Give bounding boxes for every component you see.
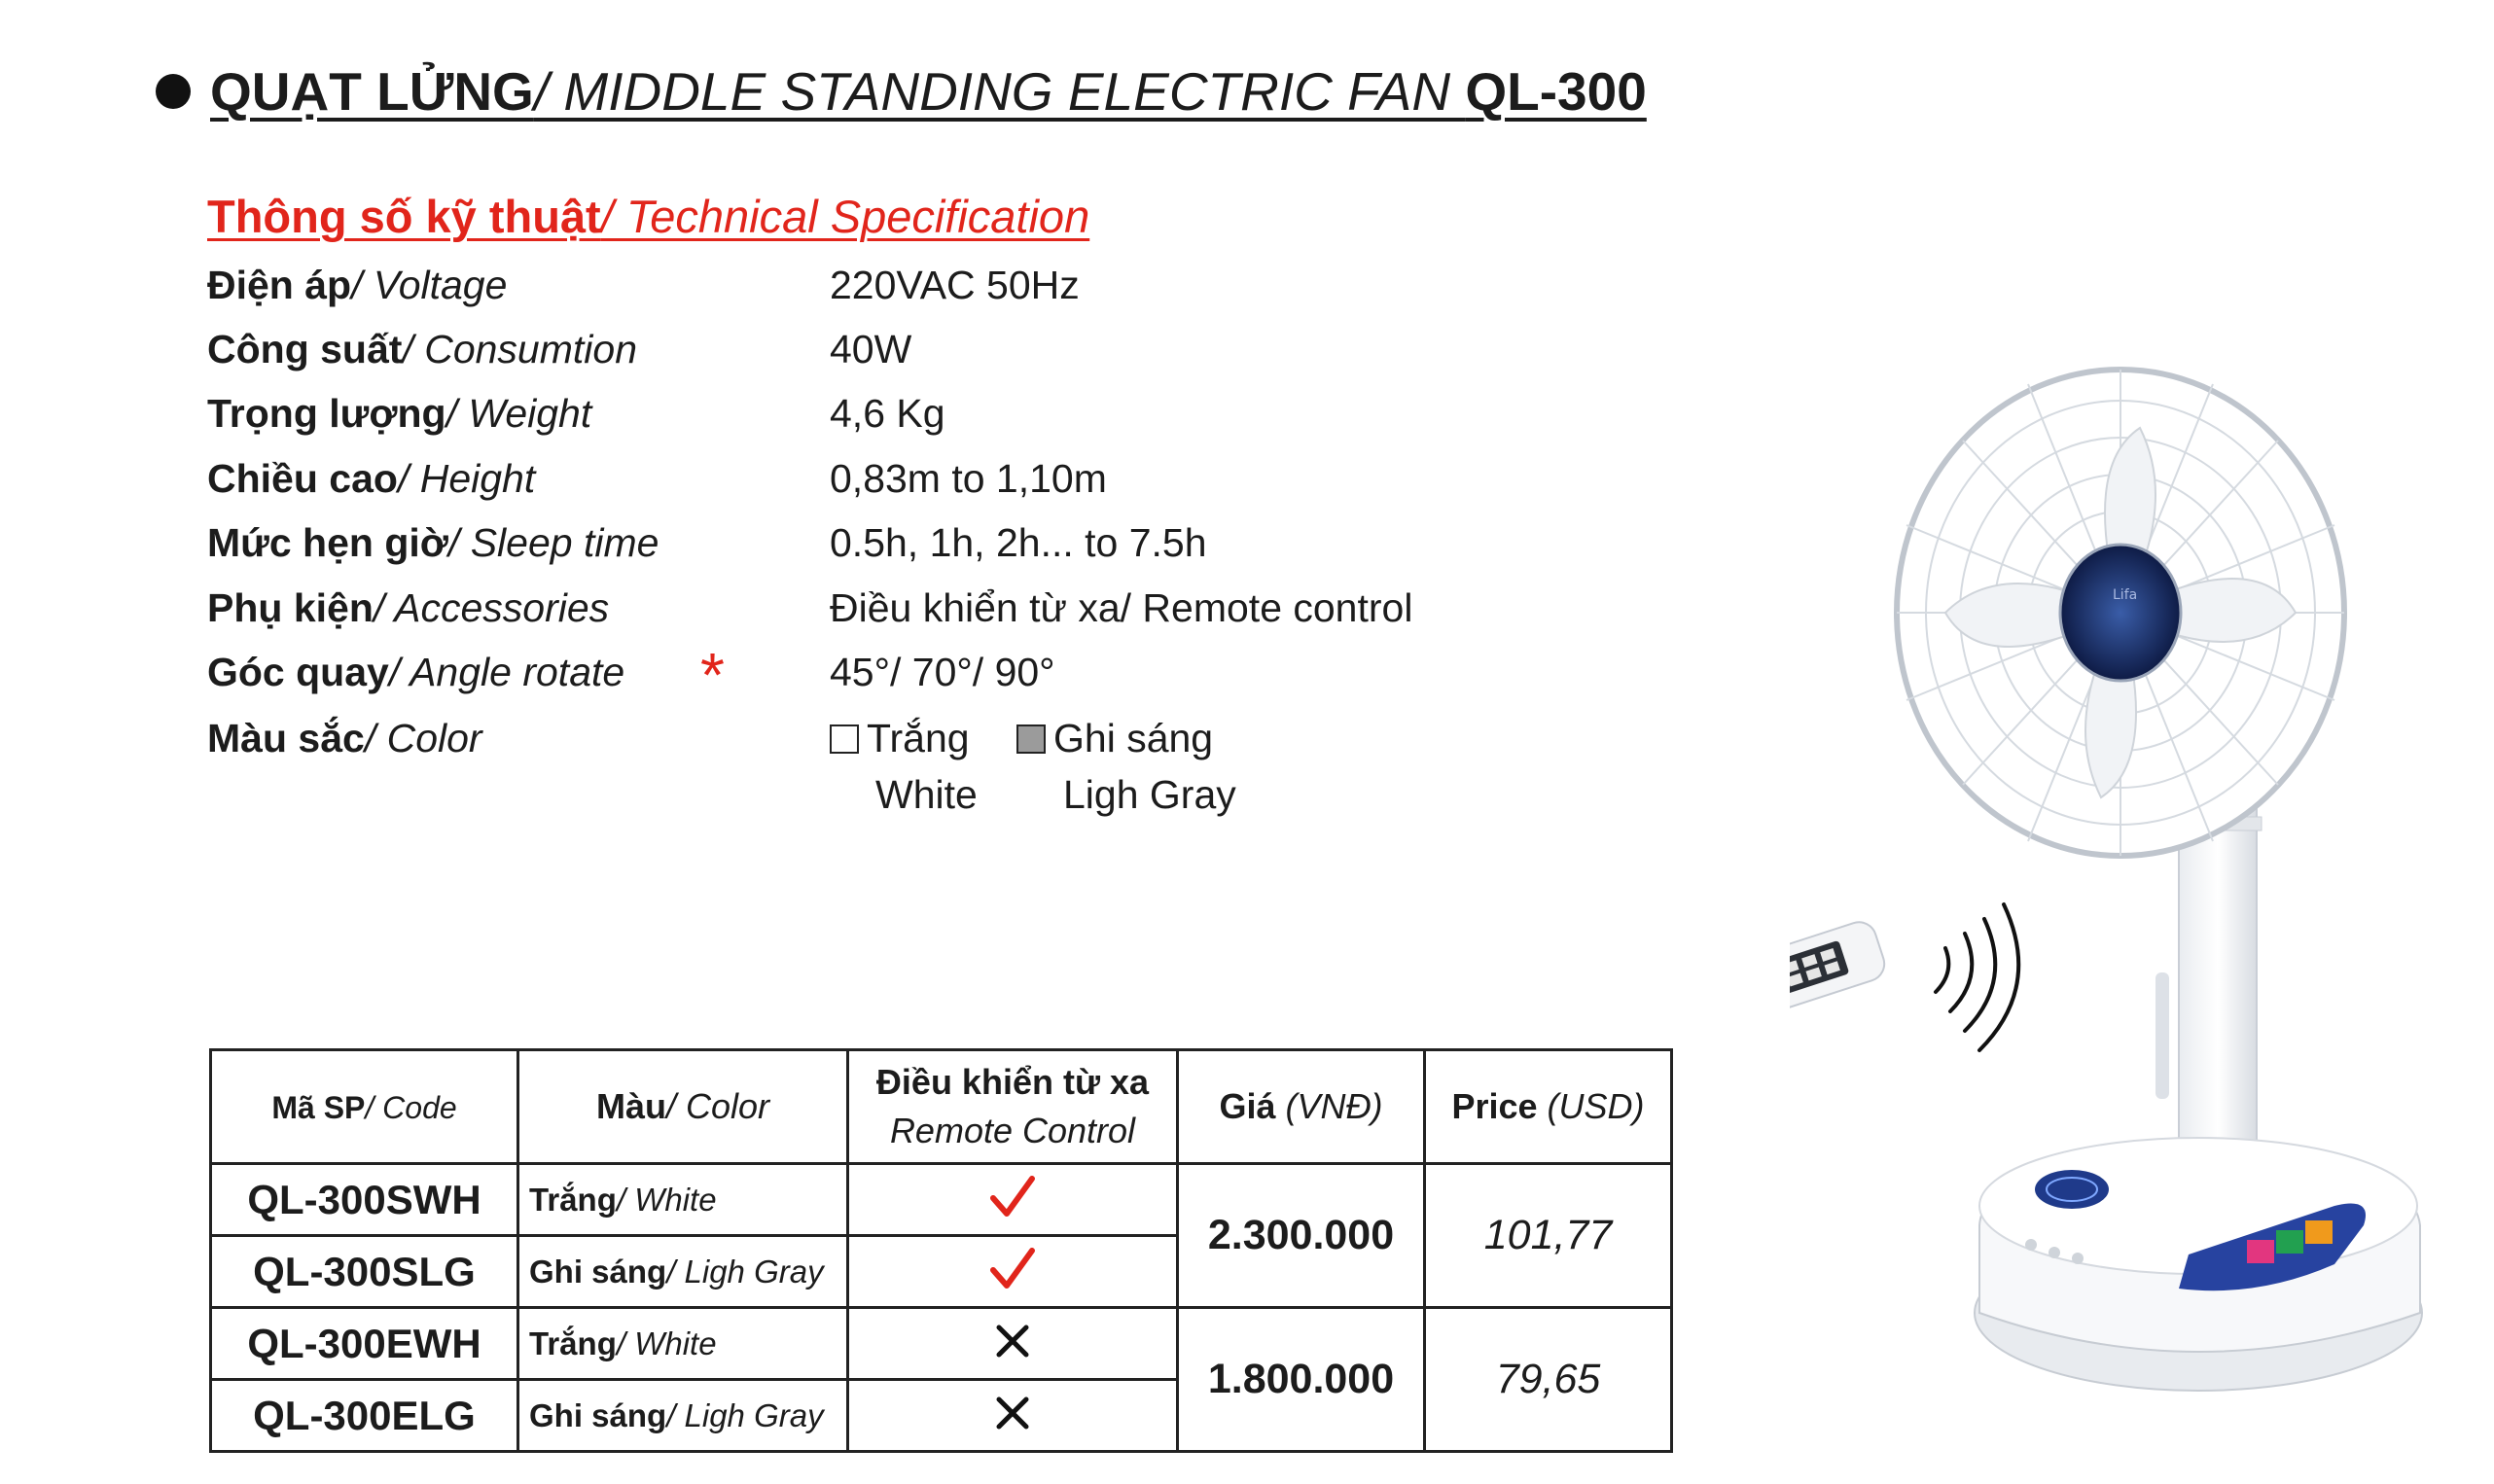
cross-icon: [993, 1322, 1032, 1360]
table-row: [211, 1308, 1672, 1380]
product-code: QL-300EWH: [211, 1308, 518, 1380]
color-option-white: Trắng: [830, 716, 970, 761]
header-price-vnd: Giá (VNĐ): [1178, 1050, 1425, 1164]
asterisk-icon: *: [700, 640, 725, 710]
color-option-gray: Ghi sáng: [1016, 716, 1213, 761]
remote-cell: [848, 1164, 1178, 1236]
check-icon: [988, 1247, 1037, 1291]
header-remote: Điều khiển từ xa Remote Control: [848, 1050, 1178, 1164]
bullet-icon: [156, 74, 191, 109]
cross-icon: [993, 1394, 1032, 1432]
price-table: [209, 1048, 1673, 1453]
gray-swatch-icon: [1016, 724, 1046, 754]
remote-cell: [848, 1236, 1178, 1308]
price-usd: 79,65: [1425, 1308, 1672, 1452]
product-color: Ghi sáng/ Ligh Gray: [518, 1380, 848, 1452]
price-vnd: 2.300.000: [1178, 1164, 1425, 1308]
product-code: QL-300SLG: [211, 1236, 518, 1308]
remote-cell: [848, 1380, 1178, 1452]
title-text: QUẠT LỬNG/ MIDDLE STANDING ELECTRIC FAN QL-300: [210, 61, 1647, 122]
svg-text:Lifa: Lifa: [2113, 587, 2138, 603]
product-code: QL-300ELG: [211, 1380, 518, 1452]
table-header-row: [211, 1050, 1672, 1164]
header-price-usd: Price (USD): [1425, 1050, 1672, 1164]
header-code: Mã SP/ Code: [211, 1050, 518, 1164]
header-color: Màu/ Color: [518, 1050, 848, 1164]
checkbox-icon: [830, 724, 859, 754]
product-code: QL-300SWH: [211, 1164, 518, 1236]
remote-cell: [848, 1308, 1178, 1380]
price-vnd: 1.800.000: [1178, 1308, 1425, 1452]
product-color: Trắng/ White: [518, 1308, 848, 1380]
table-row: [211, 1164, 1672, 1236]
color-white-en: White: [875, 772, 978, 817]
product-color: Trắng/ White: [518, 1164, 848, 1236]
price-usd: 101,77: [1425, 1164, 1672, 1308]
spec-heading: Thông số kỹ thuật/ Technical Specification: [207, 191, 1090, 242]
fan-illustration: [1790, 350, 2432, 1400]
color-gray-en: Ligh Gray: [1063, 772, 1236, 817]
product-color: Ghi sáng/ Ligh Gray: [518, 1236, 848, 1308]
check-icon: [988, 1175, 1037, 1219]
page-title: [156, 60, 1647, 123]
